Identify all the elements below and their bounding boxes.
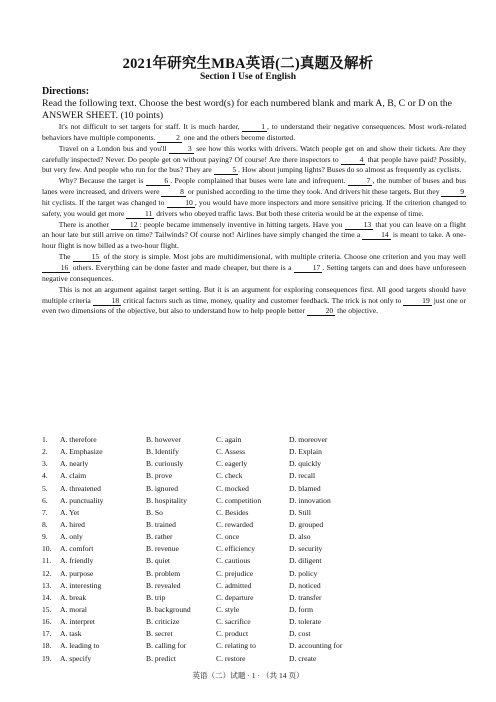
numbered-blank: 7 [348,177,373,186]
option-d: D. transfer [289,592,322,602]
option-c: C. efficiency [216,544,256,554]
option-d: D. noticed [289,580,321,590]
option-d: D. moreover [289,435,328,444]
passage-text: critical factors such as time, money, quality and customer feedback. The trick is not only to [121,295,404,305]
option-row [42,628,466,640]
question-number: 18. [42,641,52,651]
option-d: D. innovation [289,495,331,505]
numbered-blank: 4 [341,156,366,165]
option-row [42,446,466,458]
passage-text: , you would have more inspectors and more sensitive pricing. If the criterion changed to safety, you would get more [42,197,466,218]
passage-text: or punished according to the time they took. And drivers hit these targets. But they [185,187,442,197]
option-row [42,470,466,482]
option-c: C. style [216,604,240,614]
option-a: A. task [60,629,82,639]
option-d: D. recall [289,471,316,481]
option-b: B. rather [146,532,173,542]
passage-paragraph [42,252,466,285]
option-b: B. So [146,507,163,517]
option-a: A. therefore [60,435,97,444]
passage-text: the objective. [335,306,379,316]
passage-text: There is another [58,219,112,229]
option-row [42,507,466,519]
numbered-blank: 10 [167,199,195,208]
question-number: 3. [42,459,48,469]
passage-text: that you can leave on a flight an hour late but still arrive on time? Tailwinds? Of course not! Airlines have simply changed the time a [42,219,466,240]
option-a: A. threatened [60,483,101,493]
option-b: B. prove [146,471,173,481]
numbered-blank: 8 [161,188,186,197]
question-number: 5. [42,483,48,493]
option-c: C. competition [216,495,262,505]
answer-options-list [42,434,466,665]
option-row [42,531,466,543]
option-c: C. prejudice [216,568,254,578]
option-d: D. security [289,544,323,554]
numbered-blank: 1 [242,123,267,132]
option-row [42,543,466,555]
option-c: C. product [216,629,249,639]
passage-text: , the number of buses and bus lanes were increased, and drivers were [42,176,466,197]
option-b: B. quiet [146,556,171,566]
option-a: A. moral [60,604,87,614]
passage-text: just one or even two dimensions of the objective, but also to understand how to help people better [42,295,466,316]
option-row [42,580,466,592]
numbered-blank: 9 [441,188,466,197]
passage-paragraph [42,220,466,253]
option-c: C. rewarded [216,519,254,529]
option-d: D. policy [289,568,318,578]
option-c: C. restore [216,653,246,663]
passage-paragraph [42,285,466,318]
option-c: C. cautious [216,556,251,566]
option-a: A. hired [60,519,85,529]
option-a: A. nearly [60,459,89,469]
option-c: C. check [216,471,243,481]
passage-text: others. Everything can be done faster and made cheaper, but there is a [70,262,294,272]
option-b: B. calling for [146,641,187,651]
option-c: C. Assess [216,447,246,457]
passage-text: : people became immensely inventive in hitting targets. Have you [139,219,345,229]
option-row [42,616,466,628]
passage-paragraph [42,176,466,219]
option-d: D. cost [289,629,311,639]
numbered-blank: 14 [362,231,390,240]
numbered-blank: 11 [126,210,154,219]
option-b: B. predict [146,653,176,663]
passage-text: drivers who obeyed traffic laws. But both these criteria would be at the expense of time. [154,208,424,218]
directions-heading: Directions: [42,86,90,97]
passage-text: . People complained that buses were late and infrequent. [170,176,348,186]
numbered-blank: 3 [169,145,194,154]
numbered-blank: 6 [146,177,171,186]
option-d: D. Explain [289,447,322,457]
numbered-blank: 17 [294,264,322,273]
option-a: A. comfort [60,544,94,554]
passage-text: Why? Because the target is [58,176,146,186]
question-number: 1. [42,435,48,444]
option-c: C. eagerly [216,459,248,469]
passage-text: hit cyclists. If the target was changed to [42,197,167,207]
option-a: A. break [60,592,87,602]
option-b: B. trip [146,592,166,602]
passage-paragraph [42,144,466,177]
option-b: B. ignored [146,483,179,493]
passage-text: . Setting targets can and does have unforeseen negative consequences. [42,262,466,283]
option-row [42,604,466,616]
option-row [42,483,466,495]
option-d: D. accounting for [289,641,343,651]
question-number: 15. [42,604,52,614]
option-a: A. leading to [60,641,100,651]
option-row [42,434,466,446]
option-d: D. quickly [289,459,322,469]
option-a: A. interpret [60,617,96,627]
passage-text: The [58,252,73,262]
directions-text: Read the following text. Choose the best word(s) for each numbered blank and mark A, B, C or D on the ANSWER SHEET. (10 points) [42,98,453,121]
option-row [42,495,466,507]
numbered-blank: 19 [403,297,431,306]
option-d: D. diligent [289,556,322,566]
page-footer: 英语（二）试题 · 1 · （共 14 页） [192,671,304,680]
option-d: D. create [289,653,317,663]
option-c: C. once [216,532,240,542]
option-d: D. grouped [289,519,324,529]
option-b: B. background [146,604,191,614]
option-b: B. criticize [146,617,180,627]
option-a: A. purpose [60,568,94,578]
document-title: 2021年研究生MBA英语(二)真题及解析 [122,56,374,72]
option-row [42,592,466,604]
question-number: 6. [42,495,48,505]
option-row [42,458,466,470]
option-b: B. however [146,435,182,444]
option-a: A. specify [60,653,92,663]
question-number: 17. [42,629,52,639]
option-b: B. problem [146,568,181,578]
option-a: A. punctuality [60,495,104,505]
option-a: A. claim [60,471,87,481]
option-c: C. sacrifice [216,617,251,627]
numbered-blank: 13 [345,221,373,230]
passage-text: one and the others become distorted. [181,132,296,142]
option-c: C. relating to [216,641,256,651]
question-number: 7. [42,507,48,517]
passage-text: . How about jumping lights? Buses do so almost as frequently as cyclists. [238,165,462,175]
option-row [42,640,466,652]
passage-text: of the story is simple. Most jobs are multidimensional, with multiple criteria. Choose one criterion and you may well [101,252,466,262]
numbered-blank: 12 [111,221,139,230]
option-d: D. blamed [289,483,321,493]
numbered-blank: 20 [307,307,335,316]
option-b: B. hospitality [146,495,187,505]
option-c: C. mocked [216,483,249,493]
passage-text: see how this works with drivers. Watch people get on and show their tickets. Are they carefully inspected? Never. Do people get on without paying? Of course! Are there inspectors to [42,143,466,164]
numbered-blank: 15 [73,253,101,262]
reading-passage [42,122,466,317]
option-b: B. Identify [146,447,179,457]
numbered-blank: 18 [93,297,121,306]
passage-paragraph [42,122,466,144]
option-row [42,555,466,567]
question-number: 2. [42,447,48,457]
numbered-blank: 5 [214,166,239,175]
option-c: C. admitted [216,580,252,590]
question-number: 11. [42,556,52,566]
option-a: A. Emphasize [60,447,103,457]
question-number: 13. [42,580,52,590]
option-d: D. tolerate [289,617,322,627]
option-b: B. secret [146,629,173,639]
question-number: 9. [42,532,48,542]
passage-text: Travel on a London bus and you'll [58,143,170,153]
option-b: B. curiously [146,459,184,469]
passage-text: This is not an argument against target setting. But it is an argument for exploring consequences first. All good targets should have multiple criteria [42,284,466,305]
option-row [42,653,466,665]
passage-text: , to understand their negative consequences. Most work-related behaviors have multiple components. [42,122,466,142]
question-number: 10. [42,544,52,554]
option-row [42,519,466,531]
question-number: 12. [42,568,52,578]
option-d: D. form [289,604,314,614]
option-a: A. Yet [60,507,80,517]
passage-text: is meant to take. A one-hour flight is now billed as a two-hour flight. [42,230,466,251]
numbered-blank: 16 [42,264,70,273]
option-c: C. departure [216,592,254,602]
passage-text: that people have paid? Possibly, but very few. And people who run for the bus? They are [42,154,466,175]
option-a: A. friendly [60,556,94,566]
question-number: 4. [42,471,48,481]
option-d: D. also [289,532,311,542]
numbered-blank: 2 [157,134,182,143]
option-a: A. only [60,532,83,542]
question-number: 16. [42,617,52,627]
option-d: D. Still [289,507,311,517]
question-number: 19. [42,653,52,663]
option-c: C. again [216,435,242,444]
passage-text: It's not difficult to set targets for staff. It is much harder, [58,122,243,131]
question-number: 14. [42,592,52,602]
option-c: C. Besides [216,507,249,517]
option-b: B. revenue [146,544,179,554]
option-b: B. trained [146,519,176,529]
option-row [42,568,466,580]
option-b: B. revealed [146,580,181,590]
option-a: A. interesting [60,580,102,590]
question-number: 8. [42,519,48,529]
section-heading: Section I Use of English [199,72,297,82]
